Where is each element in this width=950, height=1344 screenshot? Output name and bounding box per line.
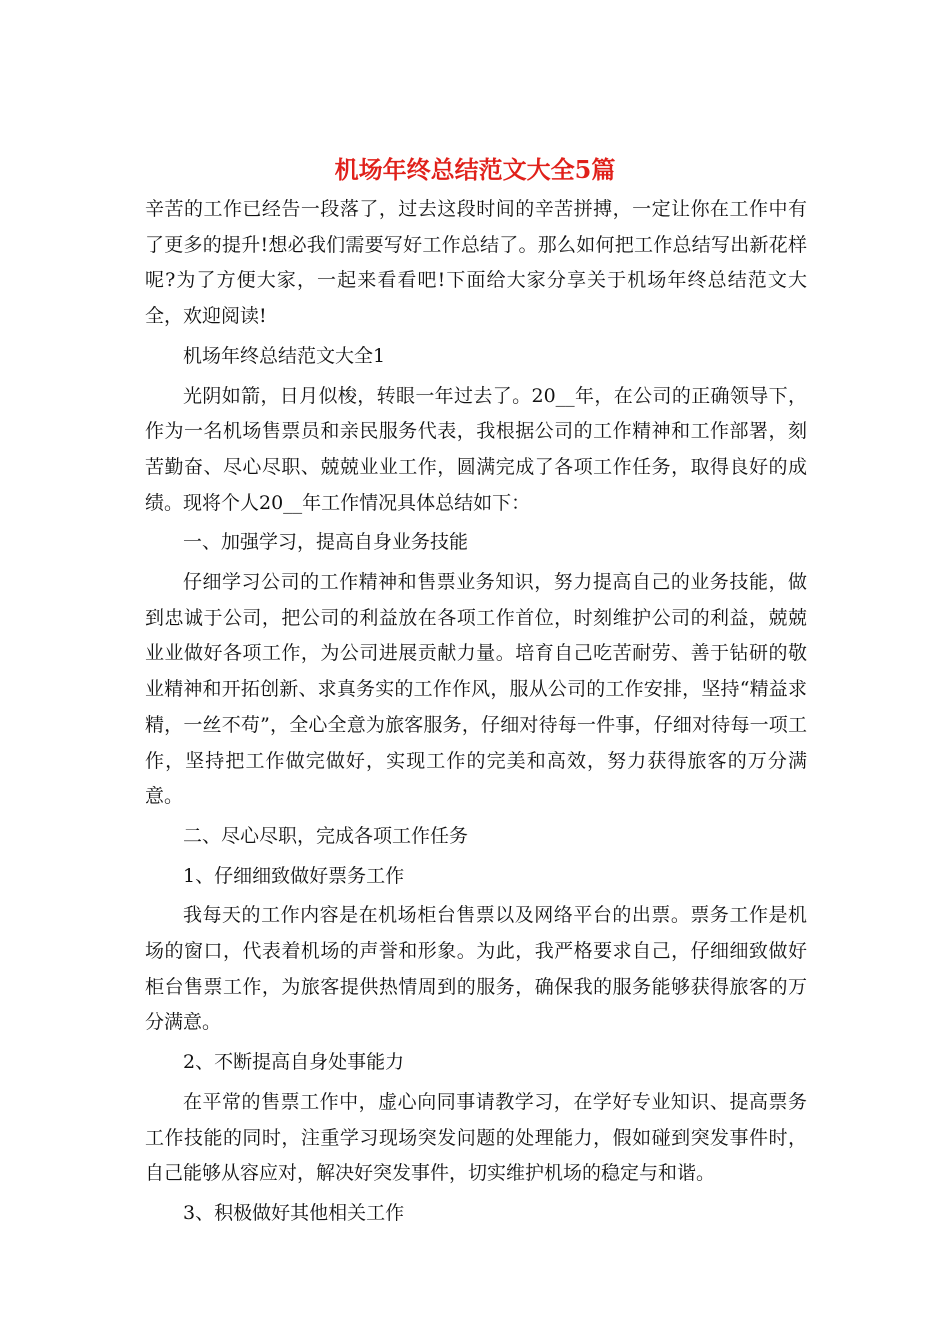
document-body [145,192,807,1232]
document-title: 机场年终总结范文大全5篇 [334,155,616,184]
body-paragraph: 在平常的售票工作中，虚心向同事请教学习，在学好专业知识、提高票务工作技能的同时，注重学习现场突发问题的处理能力，假如碰到突发事件时，自己能够从容应对，解决好突发事件，切实维护机场的稳定与和谐。 [145,1090,807,1185]
list-heading: 3、积极做好其他相关工作 [183,1201,405,1224]
subsection-heading: 二、尽心尽职，完成各项工作任务 [183,824,469,847]
subsection-heading: 一、加强学习，提高自身业务技能 [183,531,469,554]
section-heading: 机场年终总结范文大全1 [183,344,386,367]
body-paragraph: 光阴如箭，日月似梭，转眼一年过去了。20__年，在公司的正确领导下，作为一名机场售票员和亲民服务代表，我根据公司的工作精神和工作部署，刻苦勤奋、尽心尽职、兢兢业业工作，圆满完成了各项工作任务，取得良好的成绩。现将个人20__年工作情况具体总结如下： [145,384,807,514]
intro-paragraph: 辛苦的工作已经告一段落了，过去这段时间的辛苦拼搏，一定让你在工作中有了更多的提升!想必我们需要写好工作总结了。那么如何把工作总结写出新花样呢?为了方便大家，一起来看看吧!下面给大家分享关于机场年终总结范文大全，欢迎阅读! [145,198,807,328]
body-paragraph: 仔细学习公司的工作精神和售票业务知识，努力提高自己的业务技能，做到忠诚于公司，把公司的利益放在各项工作首位，时刻维护公司的利益，兢兢业业做好各项工作，为公司进展贡献力量。培育自己吃苦耐劳、善于钻研的敬业精神和开拓创新、求真务实的工作作风，服从公司的工作安排，坚持“精益求精，一丝不苟”，全心全意为旅客服务，仔细对待每一件事，仔细对待每一项工作，坚持把工作做完做好，实现工作的完美和高效，努力获得旅客的万分满意。 [145,571,807,808]
body-paragraph: 我每天的工作内容是在机场柜台售票以及网络平台的出票。票务工作是机场的窗口，代表着机场的声誉和形象。为此，我严格要求自己，仔细细致做好柜台售票工作，为旅客提供热情周到的服务，确保我的服务能够获得旅客的万分满意。 [145,904,807,1034]
list-heading: 2、不断提高自身处事能力 [183,1051,405,1074]
list-heading: 1、仔细细致做好票务工作 [183,864,405,887]
